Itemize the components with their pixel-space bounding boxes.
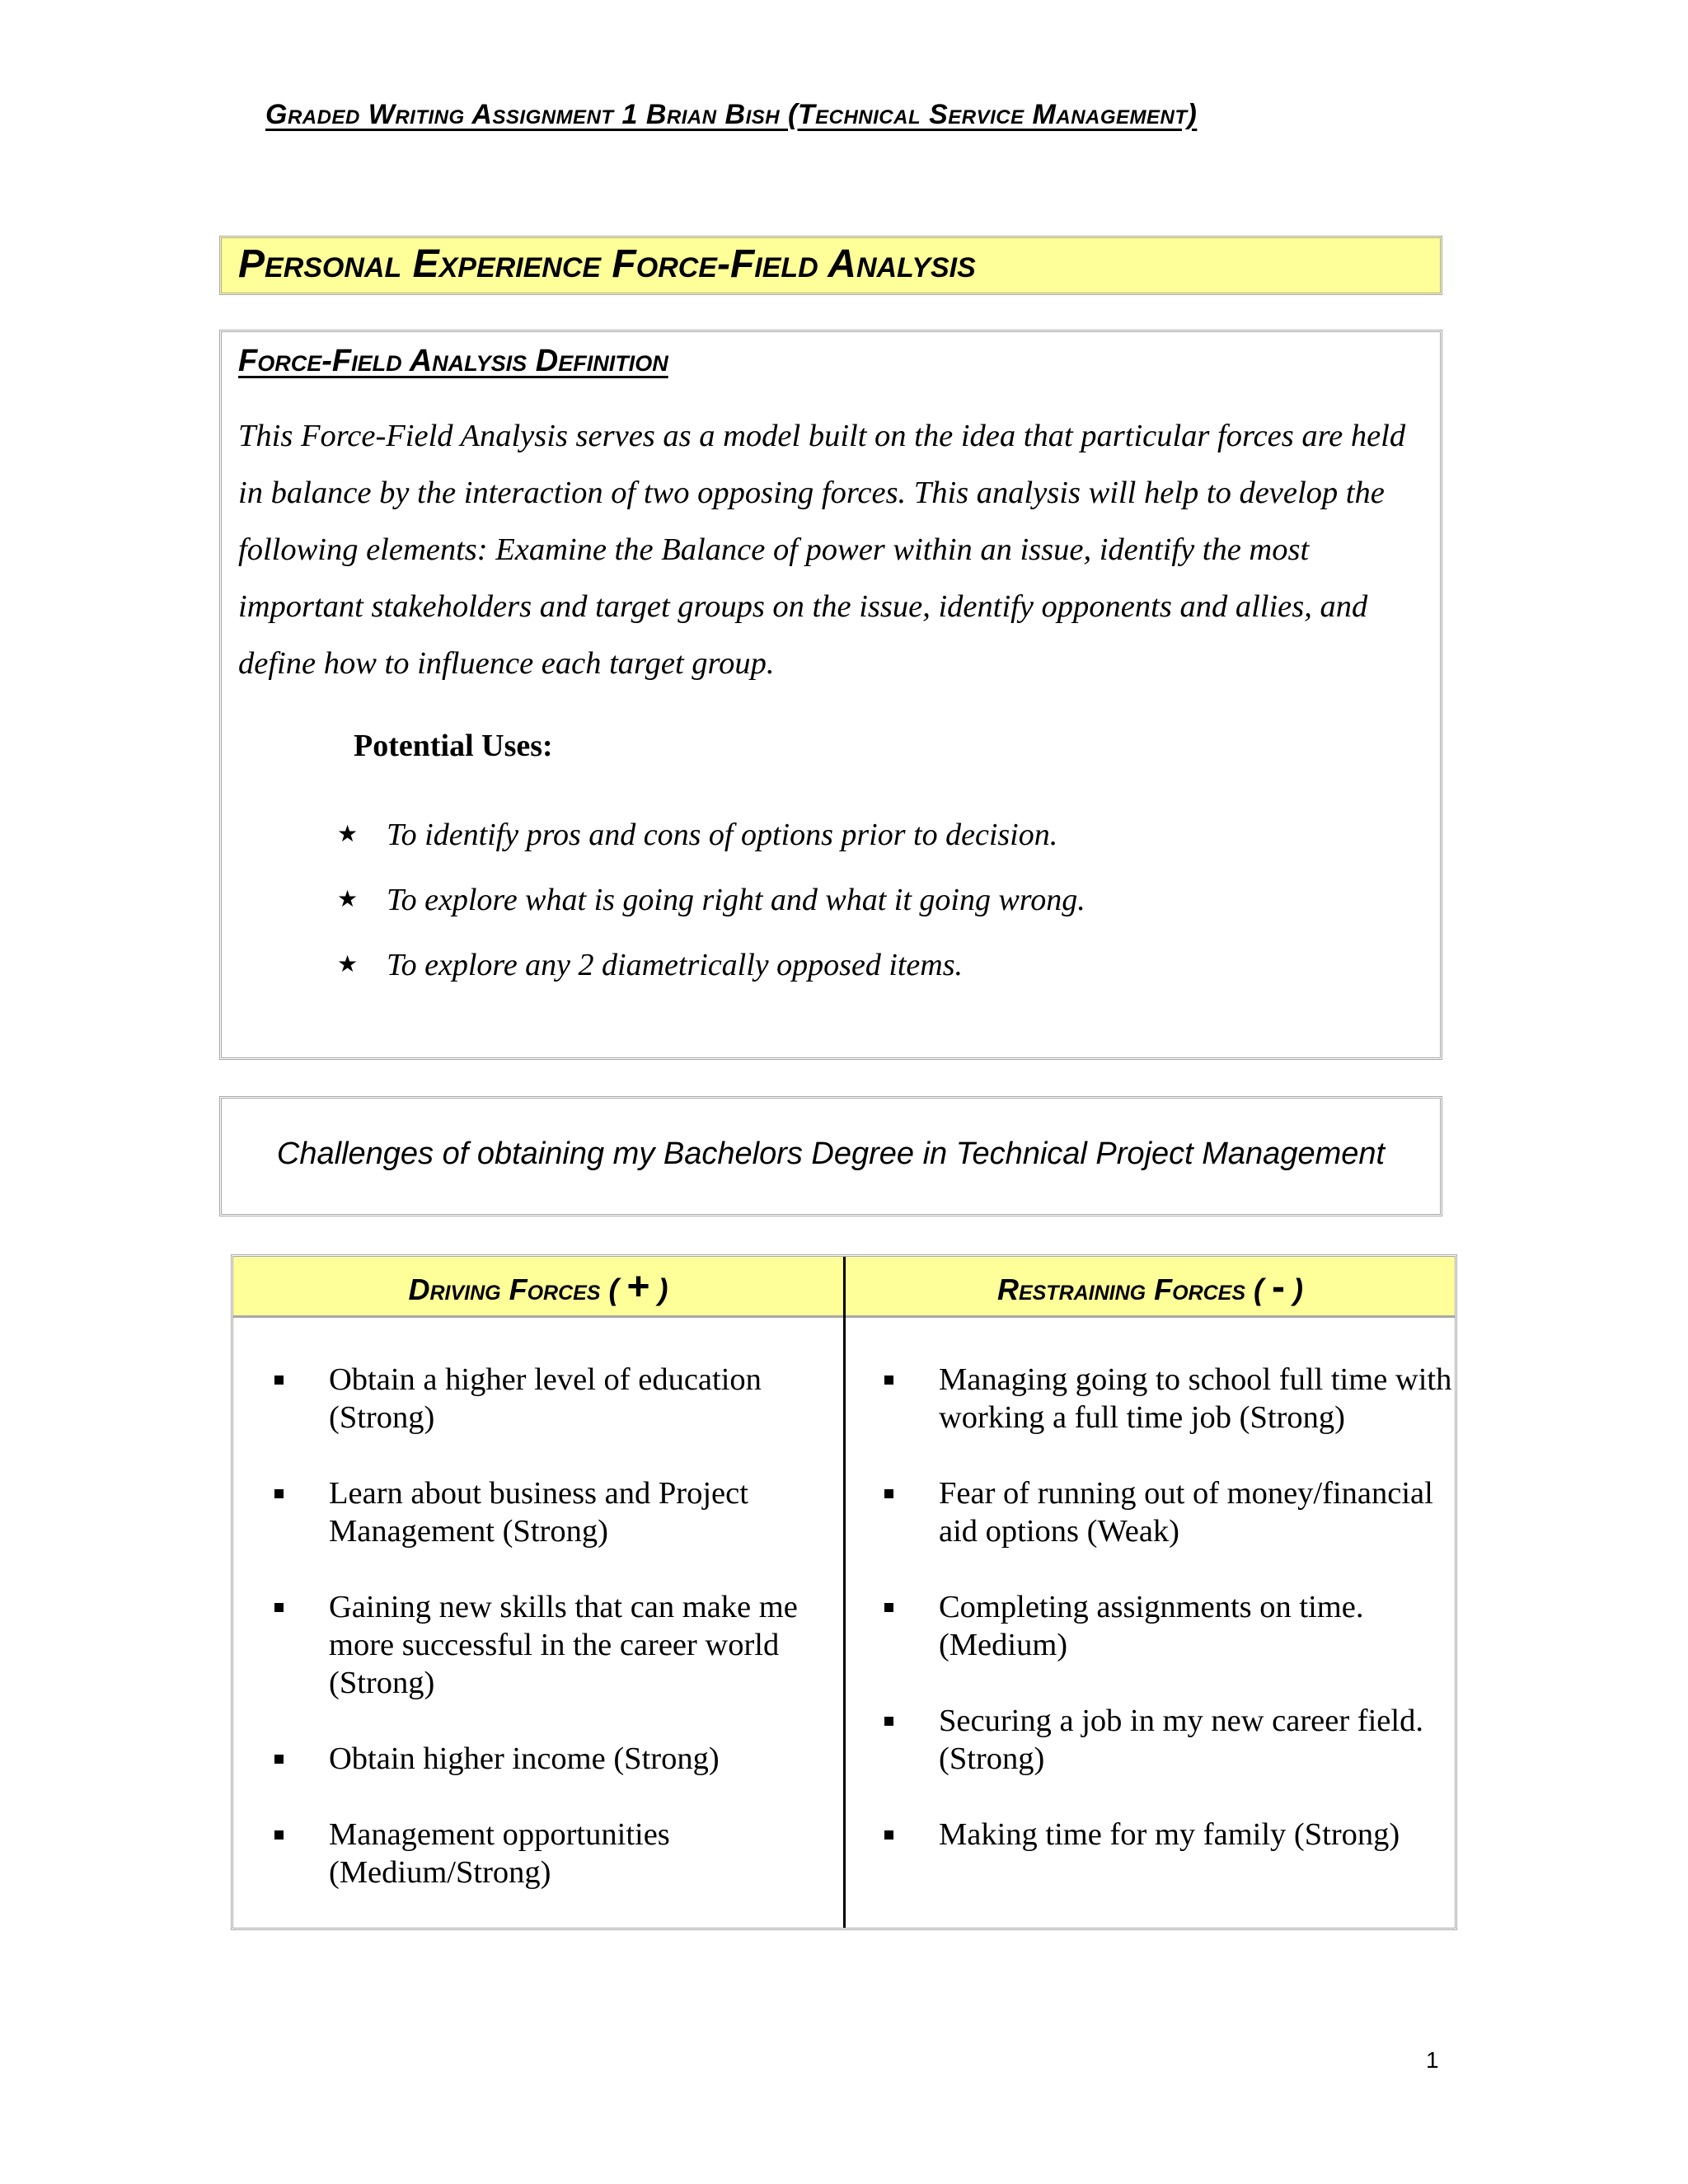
list-item: Making time for my family (Strong) — [884, 1816, 1453, 1854]
bullet-icon — [884, 1717, 893, 1726]
plus-sign: + — [626, 1265, 650, 1309]
driving-forces-list — [274, 1361, 818, 1929]
definition-text: This Force-Field Analysis serves as a model built on the idea that particular forces are held in balance by the interaction of two opposing forces. This analysis will help to develop the following elements: Examine the Balance of power within an issue, identify the most important stakeholders and target groups on the issue, identify opponents and allies, and define how to influence each target group. — [238, 419, 1406, 681]
star-icon: ★ — [337, 952, 359, 977]
bullet-icon — [884, 1376, 893, 1385]
bullet-icon — [274, 1755, 284, 1764]
list-item: Obtain higher income (Strong) — [274, 1740, 818, 1778]
bullet-icon — [884, 1603, 893, 1612]
title-box — [219, 236, 1442, 295]
challenge-text: Challenges of obtaining my Bachelors Degree in Technical Project Management — [276, 1137, 1386, 1171]
page-title: Personal Experience Force-Field Analysis — [238, 242, 976, 286]
page-number: 1 — [1426, 2047, 1439, 2073]
bullet-icon — [274, 1376, 284, 1385]
bullet-icon — [884, 1489, 893, 1498]
list-item: Managing going to school full time with working a full time job (Strong) — [884, 1361, 1453, 1436]
list-item: Fear of running out of money/financial aid options (Weak) — [884, 1474, 1453, 1550]
star-icon: ★ — [337, 822, 359, 847]
potential-uses-label: Potential Uses: — [354, 729, 553, 763]
list-item: Obtain a higher level of education (Strong) — [274, 1361, 818, 1436]
list-item: ★ To explore what is going right and what it going wrong. — [337, 875, 1085, 940]
column-divider — [843, 1257, 846, 1928]
definition-box — [219, 330, 1442, 1060]
forces-table — [231, 1254, 1457, 1930]
restraining-forces-list — [884, 1361, 1453, 1891]
bullet-icon — [274, 1489, 284, 1498]
list-item: Gaining new skills that can make me more successful in the career world (Strong) — [274, 1588, 818, 1702]
star-icon: ★ — [337, 887, 359, 912]
list-item: Completing assignments on time. (Medium) — [884, 1588, 1453, 1664]
list-item: Learn about business and Project Management (Strong) — [274, 1474, 818, 1550]
list-item: Management opportunities (Medium/Strong) — [274, 1816, 818, 1891]
bullet-icon — [884, 1830, 893, 1840]
driving-forces-header: Driving Forces ( + ) — [233, 1257, 843, 1318]
minus-sign: - — [1272, 1265, 1286, 1309]
restraining-forces-header: Restraining Forces ( - ) — [846, 1257, 1455, 1318]
list-item: ★ To identify pros and cons of options prior to decision. — [337, 810, 1085, 875]
definition-heading: Force-Field Analysis Definition — [238, 344, 668, 378]
challenge-box — [219, 1096, 1442, 1216]
list-item: Securing a job in my new career field. (Strong) — [884, 1702, 1453, 1778]
document-header: Graded Writing Assignment 1 Brian Bish (Technical Service Management) — [265, 99, 1198, 130]
potential-uses-list — [337, 810, 1085, 1005]
bullet-icon — [274, 1603, 284, 1612]
bullet-icon — [274, 1830, 284, 1840]
list-item: ★ To explore any 2 diametrically opposed items. — [337, 940, 1085, 1005]
